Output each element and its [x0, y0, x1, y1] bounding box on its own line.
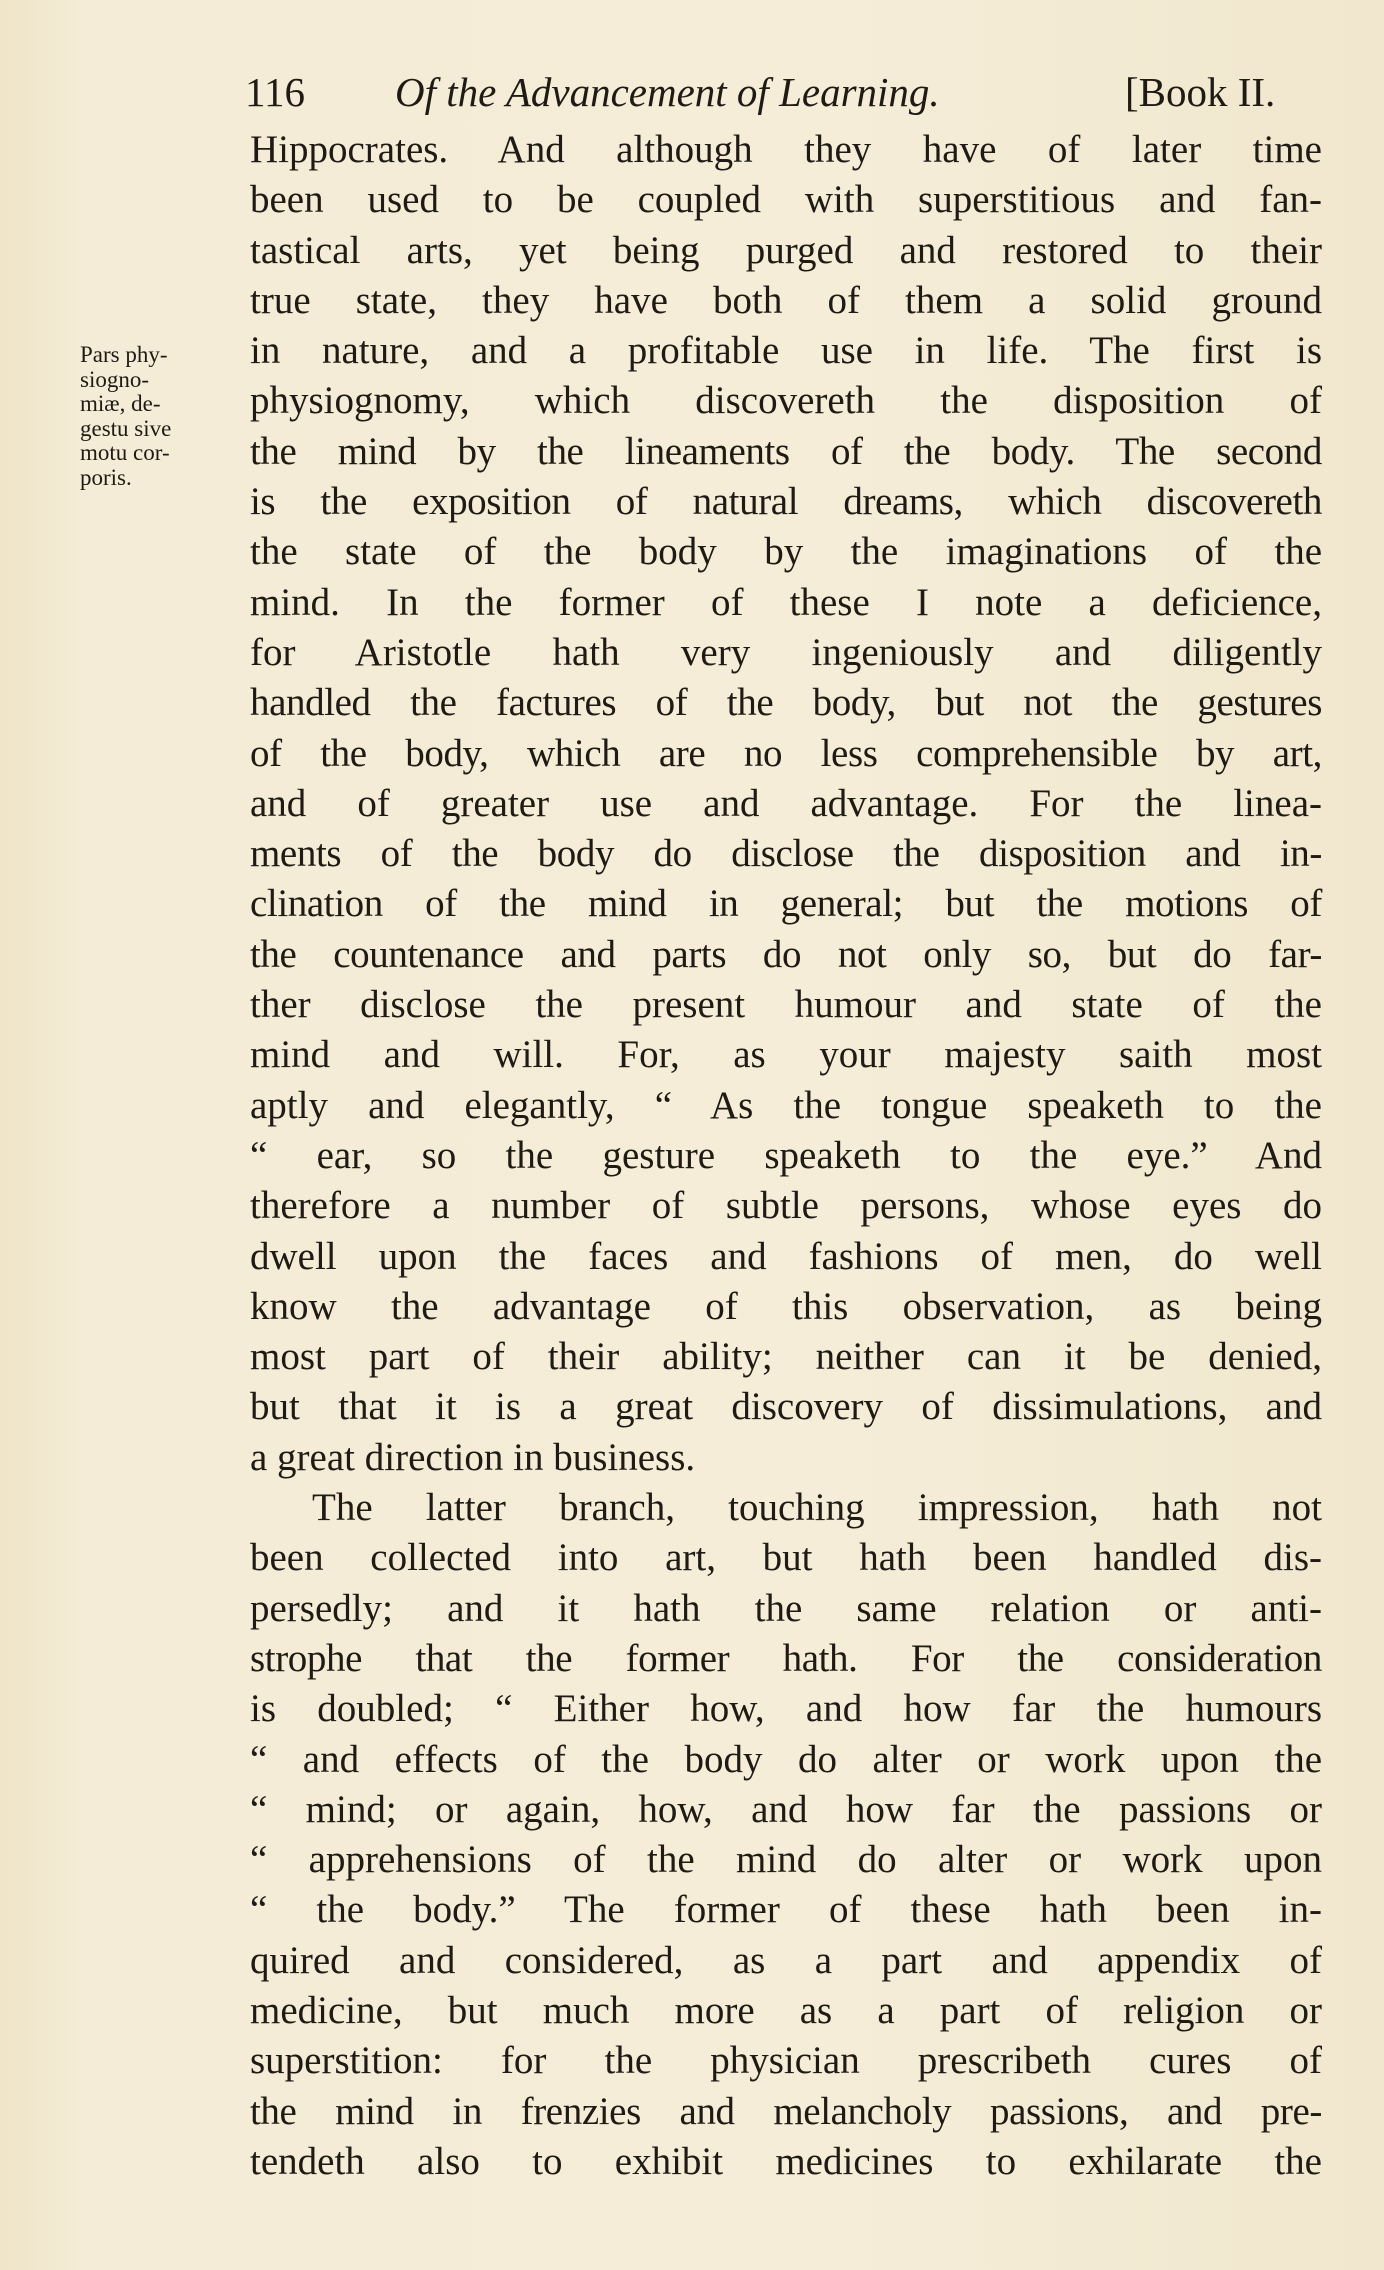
text-line: is the exposition of natural dreams, which discovereth	[250, 480, 1322, 524]
text-line: the mind in frenzies and melancholy passions, and pre-	[250, 2089, 1322, 2133]
marginal-note-line: miæ, de-	[80, 391, 161, 417]
text-line: tendeth also to exhibit medicines to exhilarate the	[250, 2139, 1322, 2183]
text-line: most part of their ability; neither can it be denied,	[250, 1335, 1322, 1379]
text-line: medicine, but much more as a part of religion or	[250, 1988, 1322, 2032]
text-line: the countenance and parts do not only so, but do far-	[250, 932, 1322, 976]
text-line: aptly and elegantly, “ As the tongue speaketh to the	[250, 1083, 1322, 1127]
page-number: 116	[245, 69, 305, 115]
marginal-note-line: siogno-	[80, 366, 149, 392]
text-line: persedly; and it hath the same relation or anti-	[250, 1586, 1322, 1630]
text-line: in nature, and a profitable use in life. The first is	[250, 329, 1322, 373]
marginal-note-line: poris.	[80, 464, 132, 490]
text-line: superstition: for the physician prescribeth cures of	[250, 2039, 1322, 2083]
text-line: “ the body.” The former of these hath been in-	[250, 1888, 1322, 1932]
text-line: been used to be coupled with superstitious and fan-	[250, 178, 1322, 222]
book-label: [Book II.	[1125, 69, 1276, 115]
text-line: “ apprehensions of the mind do alter or work upon	[250, 1838, 1322, 1882]
text-line: therefore a number of subtle persons, whose eyes do	[250, 1184, 1322, 1228]
marginal-note	[80, 343, 220, 491]
text-line: but that it is a great discovery of dissimulations, and	[250, 1385, 1322, 1429]
text-line: The latter branch, touching impression, hath not	[312, 1486, 1322, 1530]
text-line: for Aristotle hath very ingeniously and diligently	[250, 630, 1322, 674]
text-line: of the body, which are no less comprehensible by art,	[250, 731, 1322, 775]
text-line: been collected into art, but hath been handled dis-	[250, 1536, 1322, 1580]
text-line: is doubled; “ Either how, and how far the humours	[250, 1687, 1322, 1731]
text-line: “ and effects of the body do alter or work upon the	[250, 1737, 1322, 1781]
text-line: clination of the mind in general; but the motions of	[250, 882, 1322, 926]
text-line: mind and will. For, as your majesty saith most	[250, 1033, 1322, 1077]
text-line: “ ear, so the gesture speaketh to the eye.” And	[250, 1133, 1322, 1177]
text-line: mind. In the former of these I note a deficience,	[250, 580, 1322, 624]
text-line: a great direction in business.	[250, 1435, 696, 1479]
marginal-note-line: gestu sive	[80, 415, 172, 441]
text-line: the state of the body by the imaginations of the	[250, 530, 1322, 574]
text-line: physiognomy, which discovereth the disposition of	[250, 379, 1322, 423]
running-title: Of the Advancement of Learning.	[395, 69, 940, 115]
text-line: “ mind; or again, how, and how far the passions or	[250, 1787, 1322, 1831]
text-line: handled the factures of the body, but not the gestures	[250, 681, 1322, 725]
text-line: and of greater use and advantage. For the linea-	[250, 781, 1322, 825]
text-line: strophe that the former hath. For the consideration	[250, 1636, 1322, 1680]
text-line: Hippocrates. And although they have of later time	[250, 128, 1322, 171]
text-line: ther disclose the present humour and state of the	[250, 983, 1322, 1027]
text-line: tastical arts, yet being purged and restored to their	[250, 228, 1322, 272]
text-line: ments of the body do disclose the disposition and in-	[250, 832, 1322, 876]
text-line: true state, they have both of them a solid ground	[250, 278, 1322, 322]
body-text	[250, 125, 1322, 2187]
text-line: quired and considered, as a part and appendix of	[250, 1938, 1322, 1982]
marginal-note-line: Pars phy-	[80, 342, 168, 367]
text-line: know the advantage of this observation, as being	[250, 1284, 1322, 1328]
text-line: dwell upon the faces and fashions of men, do well	[250, 1234, 1322, 1278]
marginal-note-line: motu cor-	[80, 440, 170, 466]
text-line: the mind by the lineaments of the body. The second	[250, 429, 1322, 473]
running-header	[245, 62, 1325, 122]
